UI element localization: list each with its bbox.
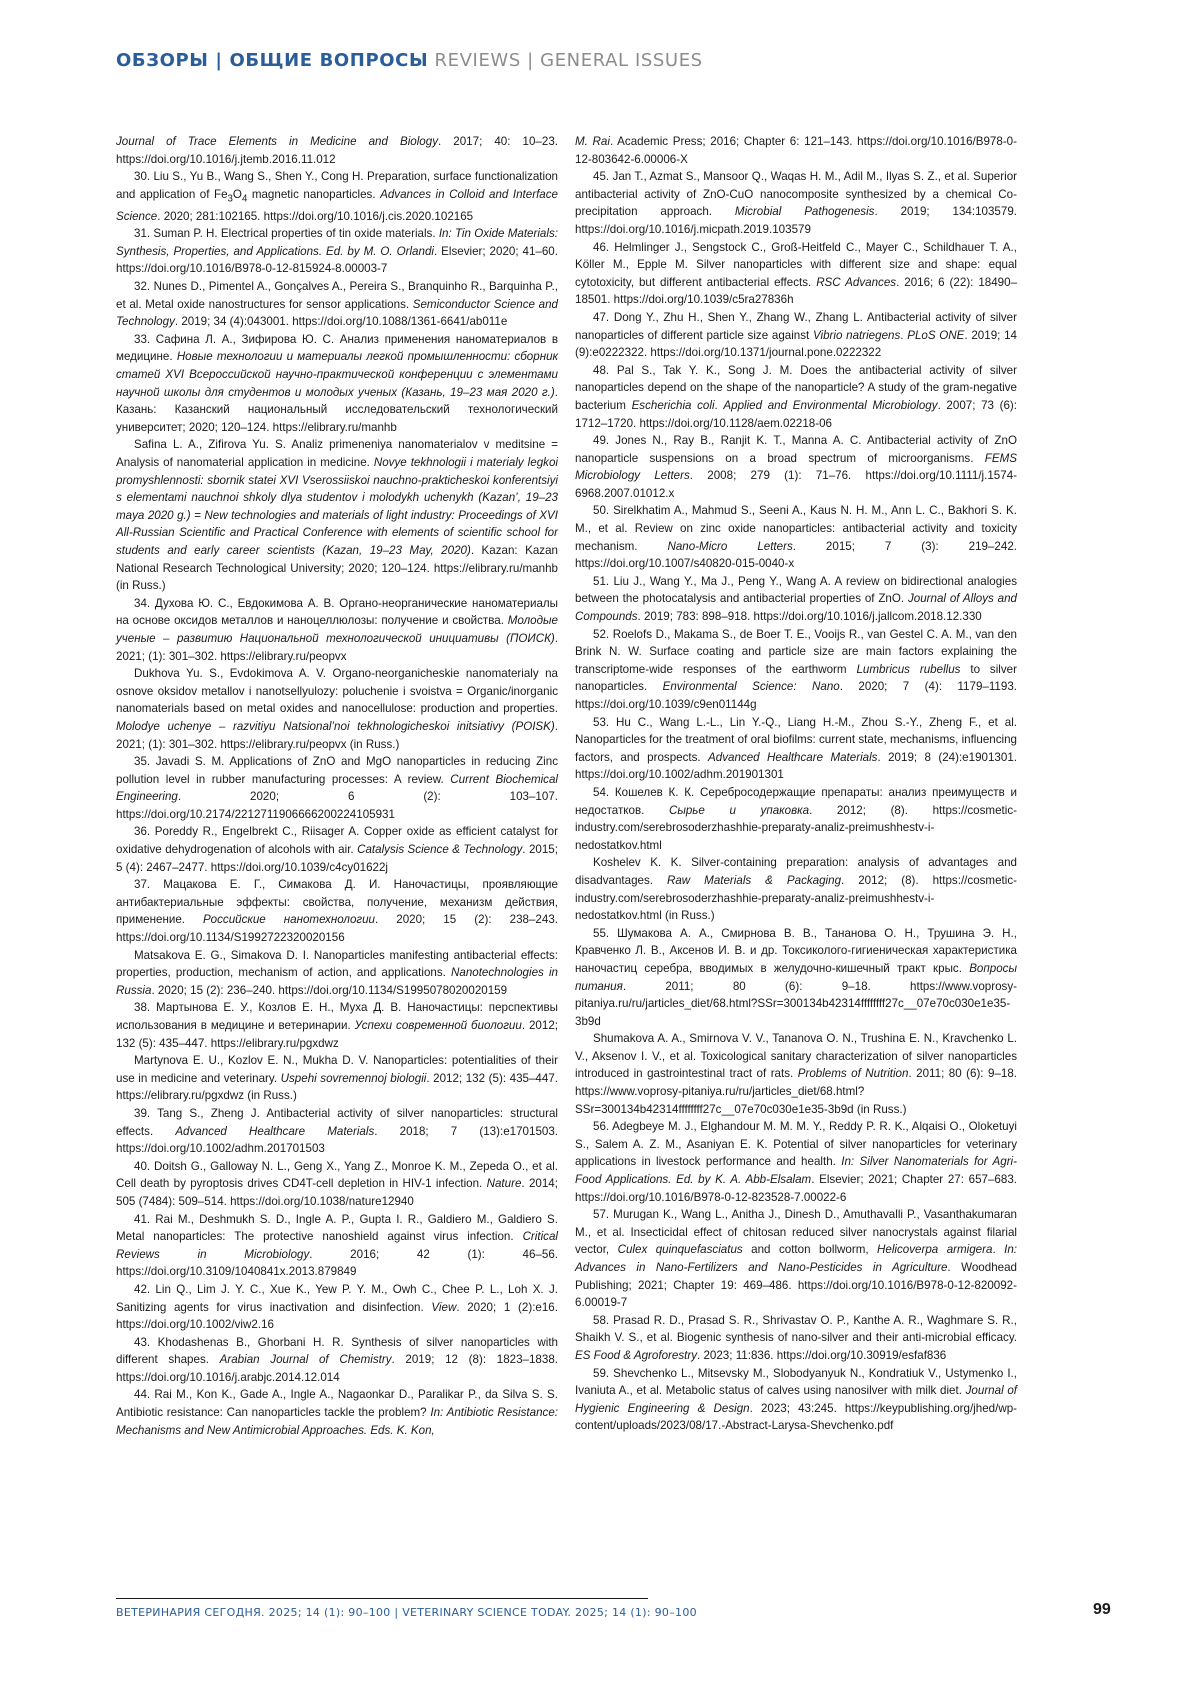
reference-entry: 45. Jan T., Azmat S., Mansoor Q., Waqas H. M., Adil M., Ilyas S. Z., et al. Superior antibacterial activity of ZnO-CuO nanocomposite synthesized by a chemical Co-precipitation approach. Microbial Pathogenesis. 2019; 134:103579. https://doi.org/10.1016/j.micpath.2019.103579 [575, 168, 1017, 238]
reference-entry: 57. Murugan K., Wang L., Anitha J., Dinesh D., Amuthavalli P., Vasanthakumaran M., et al. Insecticidal effect of chitosan reduced silver nanocrystals against filarial vector, Culex quinquefasciatus and cotton bollworm, Helicoverpa armigera. In: Advances in Nano-Fertilizers and Nano-Pesticides in Agriculture. Woodhead Publishing; 2021; Chapter 19: 469–486. https://doi.org/10.1016/B978-0-12-820092-6.00019-7 [575, 1206, 1017, 1312]
reference-entry: 34. Духова Ю. С., Евдокимова А. В. Органо-неорганические наноматериалы на основе оксидов металлов и наноцеллюлозы: получение и свойства. Молодые ученые – развитию Национальной технологической инициативы (ПОИСК). 2021; (1): 301–302. https://elibrary.ru/peopvx [116, 595, 558, 665]
reference-entry: Matsakova E. G., Simakova D. I. Nanoparticles manifesting antibacterial effects: properties, production, mechanism of action, and applications. Nanotechnologies in Russia. 2020; 15 (2): 236–240. https://doi.org/10.1134/S1995078020020159 [116, 947, 558, 1000]
reference-entry: 31. Suman P. H. Electrical properties of tin oxide materials. In: Tin Oxide Materials: Synthesis, Properties, and Applications. Ed. by M. O. Orlandi. Elsevier; 2020; 41–60. https://doi.org/10.1016/B978-0-12-815924-8.00003-7 [116, 225, 558, 278]
reference-entry: 41. Rai M., Deshmukh S. D., Ingle A. P., Gupta I. R., Galdiero M., Galdiero S. Metal nanoparticles: The protective nanoshield against virus infection. Critical Reviews in Microbiology. 2016; 42 (1): 46–56. https://doi.org/10.3109/1040841x.2013.879849 [116, 1211, 558, 1281]
reference-entry: 44. Rai M., Kon K., Gade A., Ingle A., Nagaonkar D., Paralikar P., da Silva S. S. Antibiotic resistance: Can nanoparticles tackle the problem? In: Antibiotic Resistance: Mechanisms and New Antimicrobial Approaches. Eds. K. Kon, [116, 1386, 558, 1439]
reference-entry: Journal of Trace Elements in Medicine and Biology. 2017; 40: 10–23. https://doi.org/10.1016/j.jtemb.2016.11.012 [116, 133, 558, 168]
reference-entry: 38. Мартынова Е. У., Козлов Е. Н., Муха Д. В. Наночастицы: перспективы использования в медицине и ветеринарии. Успехи современной биологии. 2012; 132 (5): 435–447. https://elibrary.ru/pgxdwz [116, 999, 558, 1052]
reference-entry: 32. Nunes D., Pimentel A., Gonçalves A., Pereira S., Branquinho R., Barquinha P., et al. Metal oxide nanostructures for sensor applications. Semiconductor Science and Technology. 2019; 34 (4):043001. https://doi.org/10.1088/1361-6641/ab011e [116, 278, 558, 331]
reference-entry: 50. Sirelkhatim A., Mahmud S., Seeni A., Kaus N. H. M., Ann L. C., Bakhori S. K. M., et al. Review on zinc oxide nanoparticles: antibacterial activity and toxicity mechanism. Nano-Micro Letters. 2015; 7 (3): 219–242. https://doi.org/10.1007/s40820-015-0040-x [575, 502, 1017, 572]
reference-entry: 58. Prasad R. D., Prasad S. R., Shrivastav O. P., Kanthe A. R., Waghmare S. R., Shaikh V. S., et al. Biogenic synthesis of nano-silver and their anti-microbial efficacy. ES Food & Agroforestry. 2023; 11:836. https://doi.org/10.30919/esfaf836 [575, 1312, 1017, 1365]
reference-entry: 47. Dong Y., Zhu H., Shen Y., Zhang W., Zhang L. Antibacterial activity of silver nanoparticles of different particle size against Vibrio natriegens. PLoS ONE. 2019; 14 (9):e0222322. https://doi.org/10.1371/journal.pone.0222322 [575, 309, 1017, 362]
reference-entry: 56. Adegbeye M. J., Elghandour M. M. M. Y., Reddy P. R. K., Alqaisi O., Oloketuyi S., Salem A. Z. M., Asaniyan E. K. Potential of silver nanoparticles for veterinary applications in livestock performance and health. In: Silver Nanomaterials for Agri-Food Applications. Ed. by K. A. Abb-Elsalam. Elsevier; 2021; Chapter 27: 657–683. https://doi.org/10.1016/B978-0-12-823528-7.00022-6 [575, 1118, 1017, 1206]
reference-entry: 59. Shevchenko L., Mitsevsky M., Slobodyanyuk N., Kondratiuk V., Ustymenko I., Ivaniuta A., et al. Metabolic status of calves using nanosilver with milk diet. Journal of Hygienic Engineering & Design. 2023; 43:245. https://keypublishing.org/jhed/wp-content/uploads/2023/08/17.-Abstract-Larysa-Shevchenko.pdf [575, 1365, 1017, 1435]
reference-entry: Dukhova Yu. S., Evdokimova A. V. Organo-neorganicheskie nanomaterialy na osnove oksidov metallov i nanotsellyulozy: poluchenie i svoistva = Organic/inorganic nanomaterials based on metal oxides and nanocellulose: production and properties. Molodye uchenye – razvitiyu Natsional’noi tekhnologicheskoi initsiativy (POISK). 2021; (1): 301–302. https://elibrary.ru/peopvx (in Russ.) [116, 665, 558, 753]
reference-entry: Shumakova A. A., Smirnova V. V., Tananova O. N., Trushina E. N., Kravchenko L. V., Aksenov I. V., et al. Toxicological sanitary characterization of silver nanoparticles introduced in gastrointestinal tract of rats. Problems of Nutrition. 2011; 80 (6): 9–18. https://www.voprosy-pitaniya.ru/ru/jarticles_diet/68.html?SSr=300134b42314ffffffff27c__07e70c030e1e35-3b9d (in Russ.) [575, 1030, 1017, 1118]
reference-entry: 46. Helmlinger J., Sengstock C., Groß-Heitfeld C., Mayer C., Schildhauer T. A., Köller M., Epple M. Silver nanoparticles with different size and shape: equal cytotoxicity, but different antibacterial effects. RSC Advances. 2016; 6 (22): 18490–18501. https://doi.org/10.1039/c5ra27836h [575, 239, 1017, 309]
reference-entry: 40. Doitsh G., Galloway N. L., Geng X., Yang Z., Monroe K. M., Zepeda O., et al. Cell death by pyroptosis drives CD4T-cell depletion in HIV-1 infection. Nature. 2014; 505 (7484): 509–514. https://doi.org/10.1038/nature12940 [116, 1158, 558, 1211]
footer-citation: ВЕТЕРИНАРИЯ СЕГОДНЯ. 2025; 14 (1): 90–100 | VETERINARY SCIENCE TODAY. 2025; 14 (1): 90–100 [116, 1606, 697, 1619]
reference-entry: 33. Сафина Л. А., Зифирова Ю. С. Анализ применения наноматериалов в медицине. Новые технологии и материалы легкой промышленности: сборник статей XVI Всероссийской научно-практической конференции с элементами научной школы для студентов и молодых ученых (Казань, 19–23 мая 2020 г.). Казань: Казанский национальный исследовательский технологический университет; 2020; 120–124. https://elibrary.ru/manhb [116, 331, 558, 437]
header-section-en: REVIEWS | GENERAL ISSUES [435, 50, 703, 71]
references-right-column [575, 133, 1017, 1435]
header-section-ru: ОБЗОРЫ | ОБЩИЕ ВОПРОСЫ [116, 50, 428, 71]
reference-entry: 35. Javadi S. M. Applications of ZnO and MgO nanoparticles in reducing Zinc pollution level in rubber manufacturing processes: A review. Current Biochemical Engineering. 2020; 6 (2): 103–107. https://doi.org/10.2174/2212711906666200224105931 [116, 753, 558, 823]
page-number: 99 [1093, 1601, 1111, 1619]
reference-entry: 48. Pal S., Tak Y. K., Song J. M. Does the antibacterial activity of silver nanoparticles depend on the shape of the nanoparticle? A study of the gram-negative bacterium Escherichia coli. Applied and Environmental Microbiology. 2007; 73 (6): 1712–1720. https://doi.org/10.1128/aem.02218-06 [575, 362, 1017, 432]
reference-entry: 53. Hu C., Wang L.-L., Lin Y.-Q., Liang H.-M., Zhou S.-Y., Zheng F., et al. Nanoparticles for the treatment of oral biofilms: current state, mechanisms, influencing factors, and prospects. Advanced Healthcare Materials. 2019; 8 (24):e1901301. https://doi.org/10.1002/adhm.201901301 [575, 714, 1017, 784]
reference-entry: 49. Jones N., Ray B., Ranjit K. T., Manna A. C. Antibacterial activity of ZnO nanoparticle suspensions on a broad spectrum of microorganisms. FEMS Microbiology Letters. 2008; 279 (1): 71–76. https://doi.org/10.1111/j.1574-6968.2007.01012.x [575, 432, 1017, 502]
reference-entry: 39. Tang S., Zheng J. Antibacterial activity of silver nanoparticles: structural effects. Advanced Healthcare Materials. 2018; 7 (13):e1701503. https://doi.org/10.1002/adhm.201701503 [116, 1105, 558, 1158]
reference-entry: 36. Poreddy R., Engelbrekt C., Riisager A. Copper oxide as efficient catalyst for oxidative dehydrogenation of alcohols with air. Catalysis Science & Technology. 2015; 5 (4): 2467–2477. https://doi.org/10.1039/c4cy01622j [116, 823, 558, 876]
reference-entry: 42. Lin Q., Lim J. Y. C., Xue K., Yew P. Y. M., Owh C., Chee P. L., Loh X. J. Sanitizing agents for virus inactivation and disinfection. View. 2020; 1 (2):e16. https://doi.org/10.1002/viw2.16 [116, 1281, 558, 1334]
running-header [116, 50, 703, 80]
reference-entry: 55. Шумакова А. А., Смирнова В. В., Тананова О. Н., Трушина Э. Н., Кравченко Л. В., Аксенов И. В. и др. Токсиколого-гигиеническая характеристика наночастиц серебра, вводимых в желудочно-кишечный тракт крыс. Вопросы питания. 2011; 80 (6): 9–18. https://www.voprosy-pitaniya.ru/ru/jarticles_diet/68.html?SSr=300134b42314ffffffff27c__07e70c030e1e35-3b9d [575, 925, 1017, 1031]
reference-entry: Martynova E. U., Kozlov E. N., Mukha D. V. Nanoparticles: potentialities of their use in medicine and veterinary. Uspehi sovremennoj biologii. 2012; 132 (5): 435–447. https://elibrary.ru/pgxdwz (in Russ.) [116, 1052, 558, 1105]
reference-entry: M. Rai. Academic Press; 2016; Chapter 6: 121–143. https://doi.org/10.1016/B978-0-12-803642-6.00006-X [575, 133, 1017, 168]
reference-entry: 51. Liu J., Wang Y., Ma J., Peng Y., Wang A. A review on bidirectional analogies between the photocatalysis and antibacterial properties of ZnO. Journal of Alloys and Compounds. 2019; 783: 898–918. https://doi.org/10.1016/j.jallcom.2018.12.330 [575, 573, 1017, 626]
reference-entry: 37. Мацакова Е. Г., Симакова Д. И. Наночастицы, проявляющие антибактериальные эффекты: свойства, получение, механизм действия, применение. Российские нанотехнологии. 2020; 15 (2): 238–243. https://doi.org/10.1134/S1992722320020156 [116, 876, 558, 946]
reference-entry: 43. Khodashenas B., Ghorbani H. R. Synthesis of silver nanoparticles with different shapes. Arabian Journal of Chemistry. 2019; 12 (8): 1823–1838. https://doi.org/10.1016/j.arabjc.2014.12.014 [116, 1334, 558, 1387]
footer-divider [116, 1598, 648, 1599]
reference-entry: Safina L. A., Zifirova Yu. S. Analiz primeneniya nanomaterialov v meditsine = Analysis of nanomaterial application in medicine. Novye tekhnologii i materialy legkoi promyshlennosti: sbornik statei XVI Vserossiiskoi nauchno-prakticheskoi konferentsiyi s elementami nauchnoi shkoly dlya studentov i molodykh uchenykh (Kazan’, 19–23 maya 2020 g.) = New technologies and materials of light industry: Proceedings of XVI All-Russian Scientific and Practical Conference with elements of scientific school for students and early career scientists (Kazan, 19–23 May, 2020). Kazan: Kazan National Research Technological University; 2020; 120–124. https://elibrary.ru/manhb (in Russ.) [116, 436, 558, 594]
reference-entry: 52. Roelofs D., Makama S., de Boer T. E., Vooijs R., van Gestel C. A. M., van den Brink N. W. Surface coating and particle size are main factors explaining the transcriptome-wide responses of the earthworm Lumbricus rubellus to silver nanoparticles. Environmental Science: Nano. 2020; 7 (4): 1179–1193. https://doi.org/10.1039/c9en01144g [575, 626, 1017, 714]
reference-entry: Koshelev K. K. Silver-containing preparation: analysis of advantages and disadvantages. Raw Materials & Packaging. 2012; (8). https://cosmetic-industry.com/serebrosoderzhashhie-preparaty-analiz-preimushhestv-i-nedostatkov.html (in Russ.) [575, 854, 1017, 924]
references-left-column [116, 133, 558, 1439]
reference-entry: 30. Liu S., Yu B., Wang S., Shen Y., Cong H. Preparation, surface functionalization and application of Fe3O4 magnetic nanoparticles. Advances in Colloid and Interface Science. 2020; 281:102165. https://doi.org/10.1016/j.cis.2020.102165 [116, 168, 558, 225]
reference-entry: 54. Кошелев К. К. Серебросодержащие препараты: анализ преимуществ и недостатков. Сырье и упаковка. 2012; (8). https://cosmetic-industry.com/serebrosoderzhashhie-preparaty-analiz-preimushhestv-i-nedostatkov.html [575, 784, 1017, 854]
